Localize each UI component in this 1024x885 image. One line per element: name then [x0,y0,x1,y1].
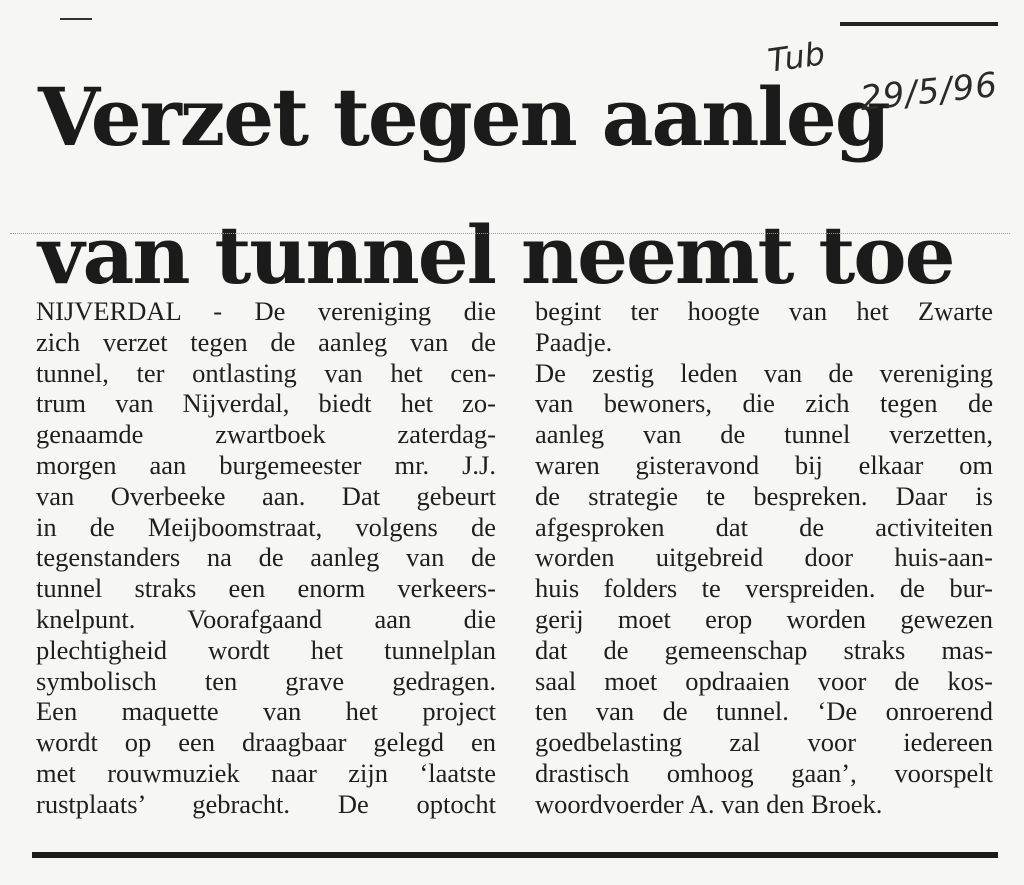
article-line: drastisch omhoog gaan’, voorspelt [535,757,993,788]
top-rule-right [840,22,998,26]
article-line: tunnel straks een enorm verkeers- [36,573,496,604]
article-line: tegenstanders na de aanleg van de [36,542,496,573]
top-rule-left [60,18,92,20]
article-line: zich verzet tegen de aanleg van de [36,326,496,357]
article-line: rustplaats’ gebracht. De optocht [36,788,496,819]
article-line: afgesproken dat de activiteiten [535,511,993,542]
article-line: met rouwmuziek naar zijn ‘laatste [36,757,496,788]
article-line: knelpunt. Voorafgaand aan die [36,603,496,634]
article-line: woordvoerder A. van den Broek. [535,788,883,819]
article-line: wordt op een draagbaar gelegd en [36,727,496,758]
annotation-source: Tub [765,34,828,80]
article-line: huis folders te verspreiden. de bur- [535,573,993,604]
article-line: NIJVERDAL - De vereniging die [36,296,496,326]
article-line: tunnel, ter ontlasting van het cen- [36,357,496,388]
article-line: plechtigheid wordt het tunnelplan [36,634,496,665]
bottom-rule [32,852,998,858]
article-column-right [535,296,993,820]
article-line: trum van Nijverdal, biedt het zo- [36,388,496,419]
article-line: de strategie te bespreken. Daar is [535,480,993,511]
fold-line [10,233,1010,234]
article-line: Paadje. [535,326,613,357]
article-line: gerij moet erop worden gewezen [535,603,993,634]
article-line: dat de gemeenschap straks mas- [535,634,993,665]
article-line: begint ter hoogte van het Zwarte [535,296,993,326]
article-line: saal moet opdraaien voor de kos- [535,665,993,696]
article-line: goedbelasting zal voor iedereen [535,727,993,758]
article-column-left [36,296,496,820]
headline-line-1: Verzet tegen aanleg [38,70,889,164]
annotation-date: 29/5/96 [858,64,1000,120]
article-line: symbolisch ten grave gedragen. [36,665,496,696]
article-line: ten van de tunnel. ‘De onroerend [535,696,993,727]
article-line: worden uitgebreid door huis-aan- [535,542,993,573]
article-line: van bewoners, die zich tegen de [535,388,993,419]
article-line: morgen aan burgemeester mr. J.J. [36,449,496,480]
article-line: Een maquette van het project [36,696,496,727]
article-line: in de Meijboomstraat, volgens de [36,511,496,542]
article-line: genaamde zwartboek zaterdag- [36,419,496,450]
handwritten-annotation [748,30,1008,140]
article-line: van Overbeeke aan. Dat gebeurt [36,480,496,511]
article-line: aanleg van de tunnel verzetten, [535,419,993,450]
article-line: waren gisteravond bij elkaar om [535,449,993,480]
article-line: De zestig leden van de vereniging [535,357,993,388]
headline-line-2: van tunnel neemt toe [38,208,954,302]
